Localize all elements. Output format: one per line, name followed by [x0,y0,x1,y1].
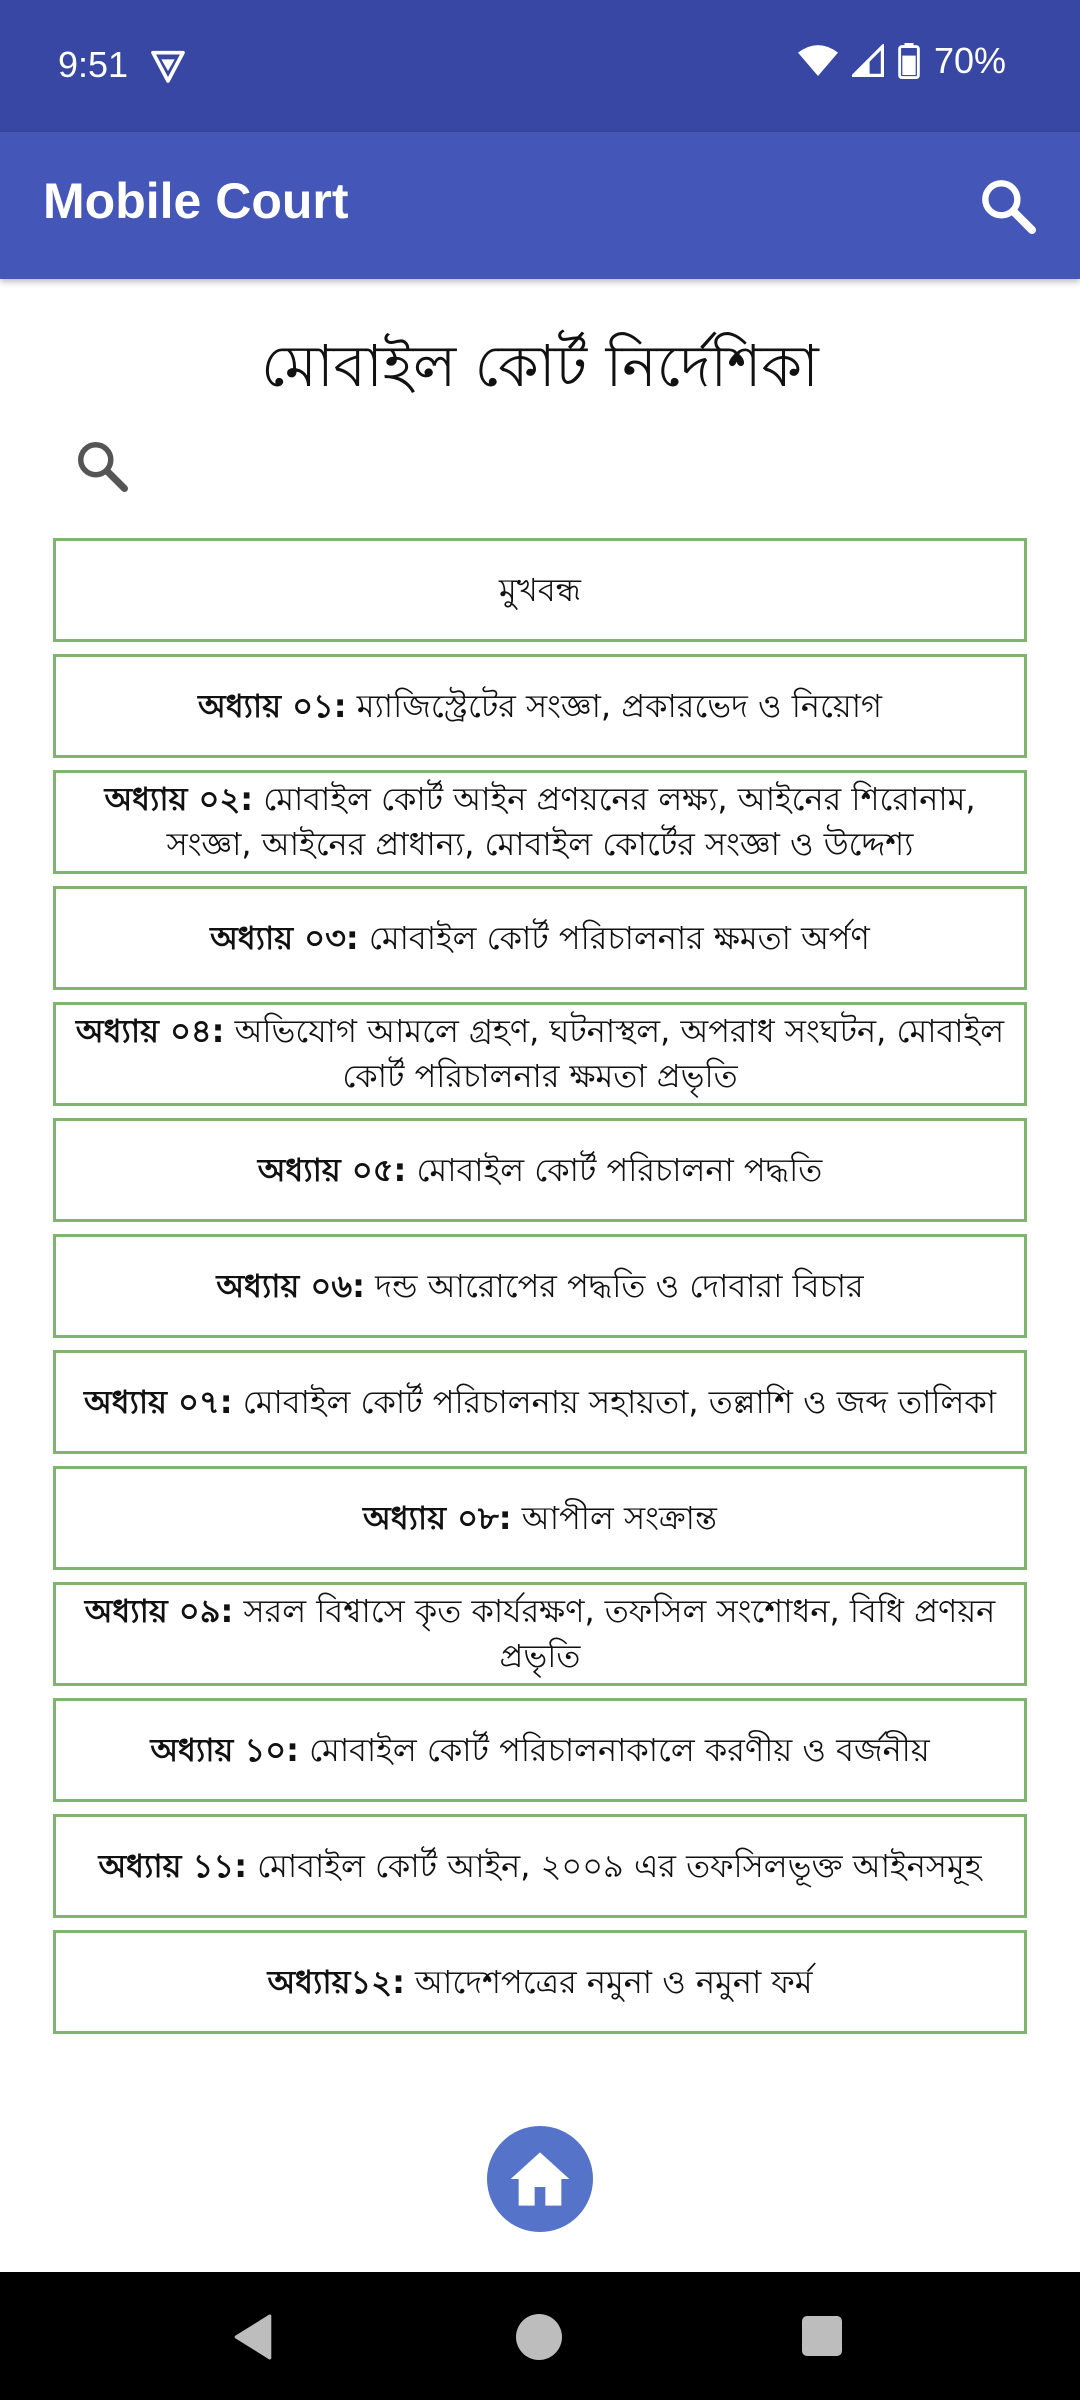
chapter-number: অধ্যায় ০২: [104,780,254,818]
vpn-shield-icon [148,46,188,86]
chapter-item-02[interactable] [53,770,1027,874]
chapter-title: আদেশপত্রের নমুনা ও নমুনা ফর্ম [404,1962,813,2001]
app-bar [0,132,1080,279]
chapter-number: অধ্যায় ০১: [198,686,347,725]
chapter-title: মোবাইল কোর্ট আইন প্রণয়নের লক্ষ্য, আইনের শিরোনাম, সংজ্ঞা, আইনের প্রাধান্য, মোবাইল কোর্টের সংজ্ঞা ও উদ্দেশ্য [166,780,976,863]
chapter-item-11[interactable] [53,1814,1027,1918]
chapter-number: অধ্যায় ১১: [98,1846,247,1885]
page-title: মোবাইল কোর্ট নির্দেশিকা [261,332,819,400]
chapter-number: অধ্যায় ০৬: [216,1266,365,1305]
chapter-title: মোবাইল কোর্ট পরিচালনাকালে করণীয় ও বর্জনীয় [298,1730,930,1769]
search-bar [72,430,1032,500]
chapter-number: অধ্যায় ১০: [150,1730,299,1769]
chapter-title: আপীল সংক্রান্ত [511,1498,717,1537]
status-time: 9:51 [58,44,129,85]
chapter-title: অভিযোগ আমলে গ্রহণ, ঘটনাস্থল, অপরাধ সংঘটন, মোবাইল কোর্ট পরিচালনার ক্ষমতা প্রভৃতি [224,1012,1005,1095]
battery-percentage: 70% [933,40,1006,81]
home-nav-icon[interactable] [516,2314,562,2360]
chapter-item-12[interactable] [53,1930,1027,2034]
home-button[interactable] [487,2126,593,2232]
chapter-number: অধ্যায় ০৮: [363,1498,512,1537]
chapter-item-03[interactable] [53,886,1027,990]
chapter-item-01[interactable] [53,654,1027,758]
chapter-title: মোবাইল কোর্ট আইন, ২০০৯ এর তফসিলভূক্ত আইনসমূহ [247,1846,982,1885]
chapter-item-04[interactable] [53,1002,1027,1106]
chapter-title: ম্যাজিস্ট্রেটের সংজ্ঞা, প্রকারভেদ ও নিয়োগ [346,686,882,725]
chapter-number: অধ্যায় ০৪: [75,1012,225,1050]
chapter-item-09[interactable] [53,1582,1027,1686]
chapter-item-07[interactable] [53,1350,1027,1454]
chapter-item-06[interactable] [53,1234,1027,1338]
chapter-number: অধ্যায়১২: [267,1962,405,2001]
search-icon [72,436,132,496]
chapter-list [53,538,1027,2046]
search-icon[interactable] [976,174,1040,238]
chapter-number: অধ্যায় ০৯: [84,1592,234,1630]
wifi-icon [798,44,838,78]
chapter-item-05[interactable] [53,1118,1027,1222]
chapter-number: অধ্যায় ০৫: [257,1150,407,1189]
chapter-title: মোবাইল কোর্ট পরিচালনা পদ্ধতি [406,1150,823,1189]
chapter-number: অধ্যায় ০৭: [83,1382,233,1421]
battery-icon [898,43,920,79]
app-title: Mobile Court [43,173,349,229]
cellular-signal-icon [852,44,884,78]
chapter-title: মোবাইল কোর্ট পরিচালনার ক্ষমতা অর্পণ [358,918,870,957]
recents-icon[interactable] [802,2316,842,2356]
chapter-title: দন্ড আরোপের পদ্ধতি ও দোবারা বিচার [364,1266,864,1305]
chapter-number: অধ্যায় ০৩: [210,918,359,957]
chapter-item-10[interactable] [53,1698,1027,1802]
chapter-item-preface[interactable] [53,538,1027,642]
home-icon [508,2149,572,2209]
chapter-title: মুখবন্ধ [499,570,581,609]
search-input[interactable] [152,430,1012,500]
status-bar [0,0,1080,132]
chapter-title: সরল বিশ্বাসে কৃত কার্যরক্ষণ, তফসিল সংশোধন, বিধি প্রণয়ন প্রভৃতি [233,1592,996,1675]
status-icons [798,40,1006,82]
chapter-title: মোবাইল কোর্ট পরিচালনায় সহায়তা, তল্লাশি ও জব্দ তালিকা [232,1382,997,1421]
system-navigation-bar [0,2272,1080,2400]
chapter-item-08[interactable] [53,1466,1027,1570]
back-icon[interactable] [232,2314,274,2360]
